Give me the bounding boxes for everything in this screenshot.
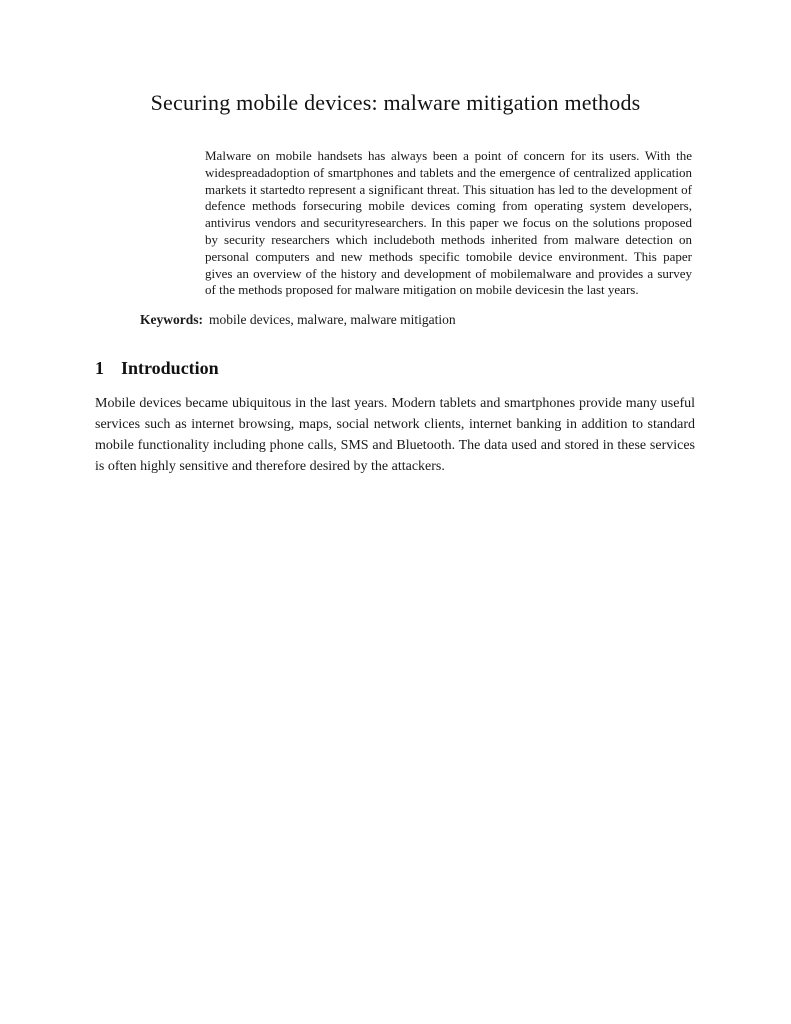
section-title: Introduction (121, 358, 219, 379)
introduction-paragraph: Mobile devices became ubiquitous in the last years. Modern tablets and smartphones provide many useful services such as internet browsing, maps, social network clients, internet banking in addition to standard mobile functionality including phone calls, SMS and Bluetooth. The data used and stored in these services is often highly sensitive and therefore desired by the attackers. (95, 396, 695, 475)
abstract-text: Malware on mobile handsets has always been a point of concern for its users. With the widespreadadoption of smartphones and tablets and the emergence of centralized application markets it startedto represent a significant threat. This situation has led to the development of defence methods forsecuring mobile devices coming from operating system developers, antivirus vendors and securityresearchers. In this paper we focus on the solutions proposed by security researchers which includeboth methods inherited from malware detection on personal computers and new methods specific tomobile device environment. This paper gives an overview of the history and development of mobilemalware and provides a survey of the methods proposed for malware mitigation on mobile devicesin the last years. (205, 148, 692, 298)
keywords-text: mobile devices, malware, malware mitigation (209, 312, 456, 328)
keywords-line (140, 312, 791, 328)
section-heading (95, 358, 791, 379)
paper-title: Securing mobile devices: malware mitigation methods (150, 90, 641, 115)
section-number: 1 (95, 358, 104, 379)
keywords-label: Keywords: (140, 312, 203, 328)
